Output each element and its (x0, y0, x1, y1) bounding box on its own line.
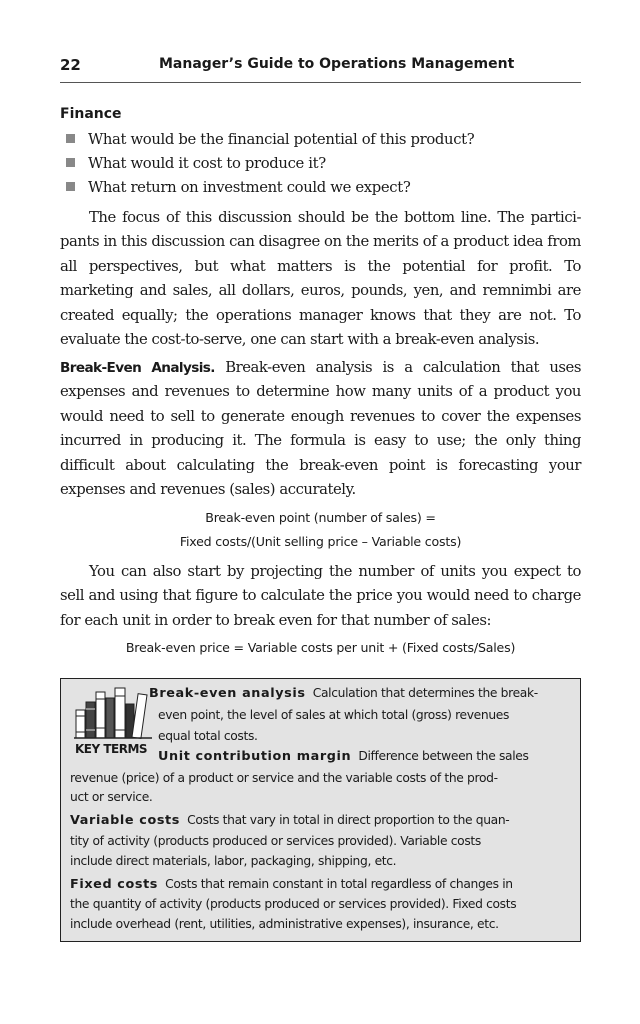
list-item: What return on investment could we expect? (66, 176, 581, 200)
term-line: include direct materials, labor, packaging, shipping, etc. (70, 854, 397, 868)
break-even-paragraph: Break-Even Analysis. Break-even analysis is a calculation that uses expenses and revenues to determine how many units of a product you would need to sell to generate enough revenues to cover the expenses incurred in producing it. The formula is easy to use; the only thing difficult about calculating the break-even point is forecasting your expenses and revenues (sales) accurately. (60, 359, 581, 499)
key-terms-label: KEY TERMS (75, 742, 148, 756)
term-line: Break-even analysis Calculation that determines the break- (149, 686, 538, 701)
term-variable-costs: Variable costs (70, 813, 180, 828)
list-item: What would it cost to produce it? (66, 152, 581, 176)
section-heading-finance: Finance (60, 106, 122, 122)
book-title: Manager’s Guide to Operations Management (159, 56, 515, 72)
term-unit-contribution-margin: Unit contribution margin (158, 749, 352, 764)
break-even-price-formula: Break-even price = Variable costs per unit + (Fixed costs/Sales) (125, 640, 516, 655)
running-header (60, 56, 581, 83)
term-line: the quantity of activity (products produced or services provided). Fixed costs (70, 897, 517, 911)
books-icon (74, 684, 152, 740)
term-line: include overhead (rent, utilities, administrative expenses), insurance, etc. (70, 917, 499, 931)
list-item: What would be the financial potential of this product? (66, 128, 581, 152)
finance-question-list (66, 128, 581, 200)
term-break-even-analysis: Break-even analysis (149, 686, 306, 701)
square-bullet-icon (66, 158, 75, 167)
projection-paragraph: You can also start by projecting the number of units you expect to sell and using that figure to calculate the price you would need to charge for each unit in order to break even for that number of sales: (60, 563, 581, 629)
bottom-line-paragraph: The focus of this discussion should be the bottom line. The partici- pants in this discussion can disagree on the merits of a product idea from all perspectives, but what matters is the potential for profit. To marketing and sales, all dollars, euros, pounds, yen, and remnimbi are created equally; the operations manager knows that they are not. To evaluate the cost-to-serve, one can start with a break-even analysis. (60, 209, 581, 349)
break-even-point-formula-line1: Break-even point (number of sales) = (205, 510, 436, 525)
term-line: Unit contribution margin Difference between the sales (158, 749, 529, 764)
square-bullet-icon (66, 134, 75, 143)
term-line: uct or service. (70, 790, 153, 804)
term-line: equal total costs. (158, 729, 258, 743)
run-in-heading: Break-Even Analysis. (60, 360, 215, 376)
term-line: revenue (price) of a product or service and the variable costs of the prod- (70, 771, 498, 785)
page-number: 22 (60, 56, 81, 74)
key-terms-box (60, 678, 581, 942)
term-fixed-costs: Fixed costs (70, 877, 159, 892)
term-line: Variable costs Costs that vary in total in direct proportion to the quan- (70, 813, 510, 828)
term-line: tity of activity (products produced or services provided). Variable costs (70, 834, 481, 848)
term-line: even point, the level of sales at which total (gross) revenues (158, 708, 510, 722)
square-bullet-icon (66, 182, 75, 191)
break-even-point-formula-line2: Fixed costs/(Unit selling price – Variable costs) (179, 534, 462, 549)
term-line: Fixed costs Costs that remain constant in total regardless of changes in (70, 877, 513, 892)
